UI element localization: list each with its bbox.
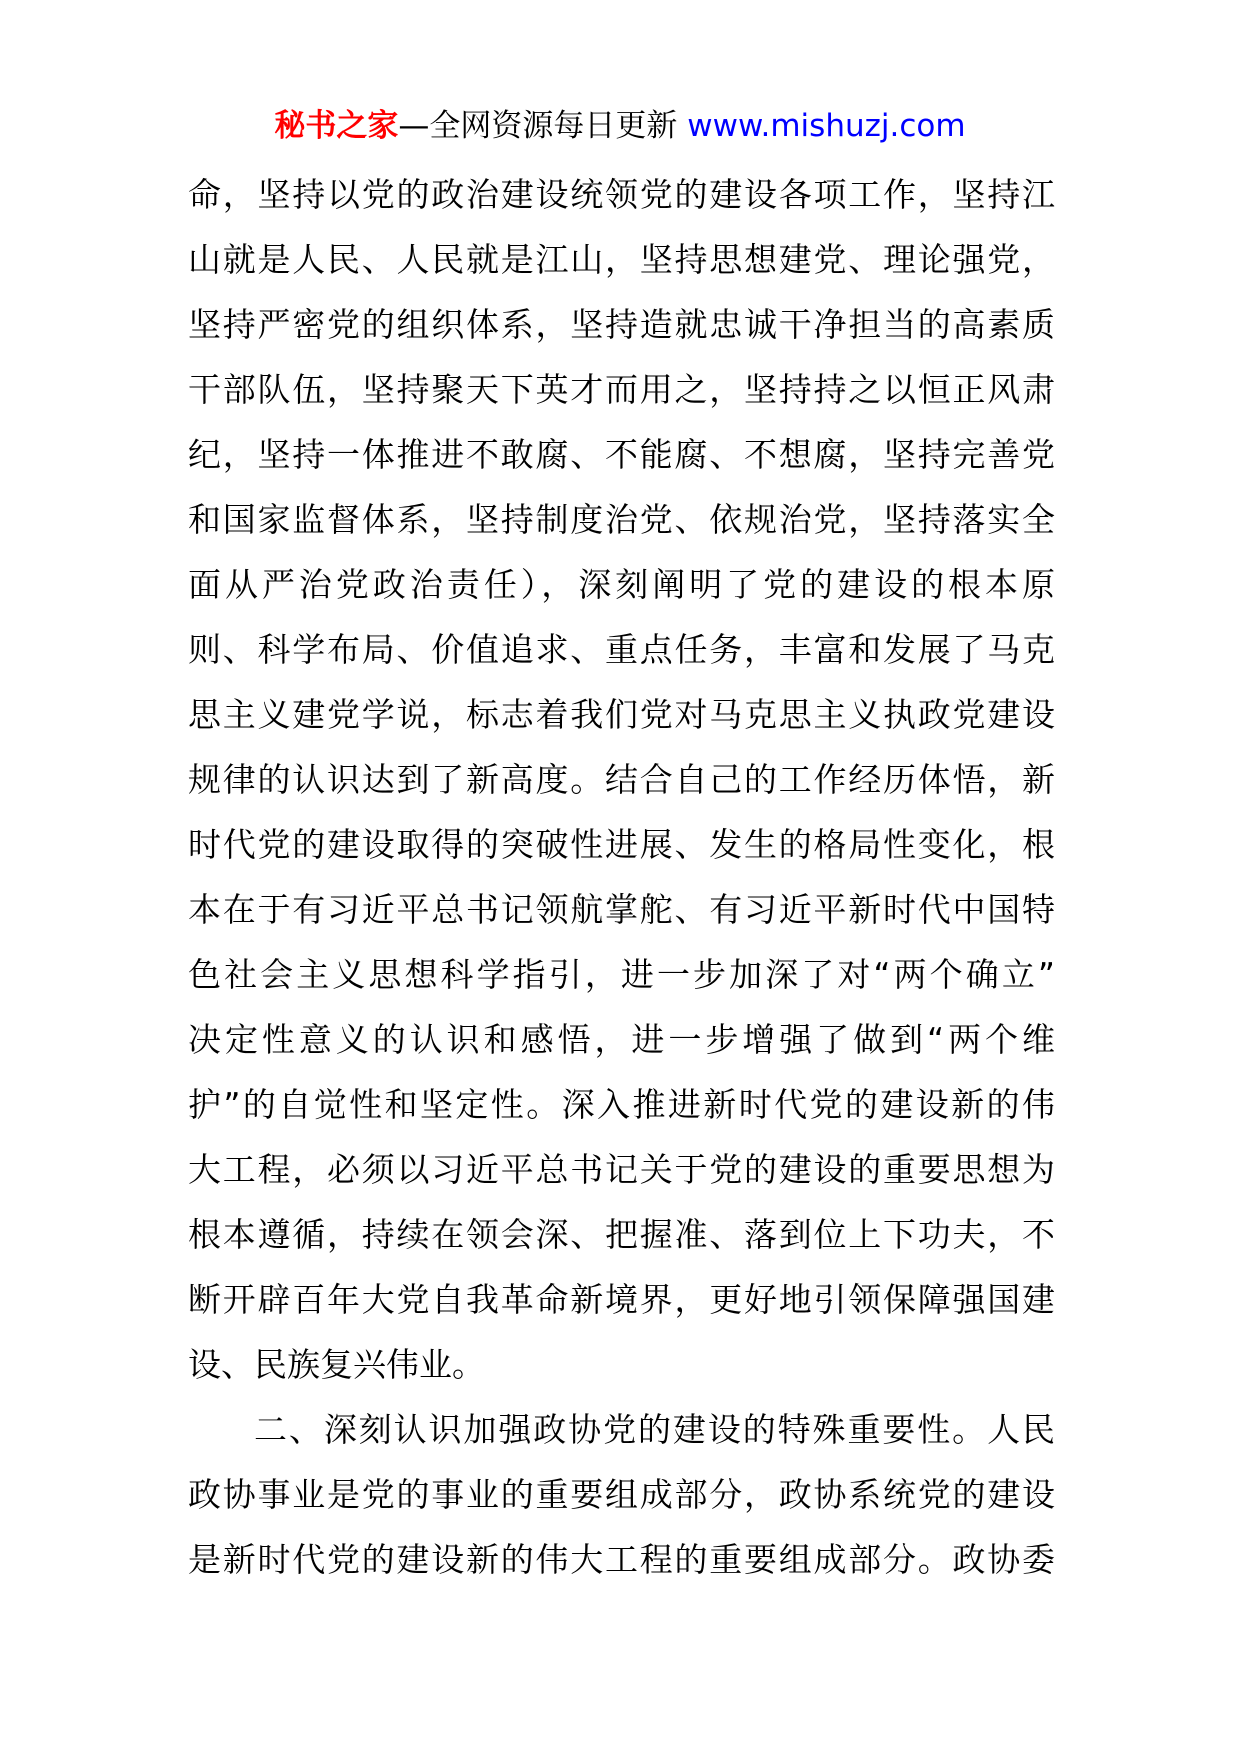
text-line: 断开辟百年大党自我革命新境界，更好地引领保障强国建 [188, 1280, 1055, 1319]
text-line: 命，坚持以党的政治建设统领党的建设各项工作，坚持江 [188, 175, 1055, 214]
text-line: 决定性意义的认识和感悟，进一步增强了做到“两个维 [188, 1020, 1055, 1059]
text-line: 规律的认识达到了新高度。结合自己的工作经历体悟，新 [188, 760, 1055, 799]
text-line: 和国家监督体系，坚持制度治党、依规治党，坚持落实全 [188, 500, 1055, 539]
text-line: 思主义建党学说，标志着我们党对马克思主义执政党建设 [188, 695, 1055, 734]
text-line: 政协事业是党的事业的重要组成部分，政协系统党的建设 [188, 1475, 1055, 1514]
text-line: 色社会主义思想科学指引，进一步加深了对“两个确立” [188, 955, 1055, 994]
text-line: 大工程，必须以习近平总书记关于党的建设的重要思想为 [188, 1150, 1055, 1189]
text-line: 是新时代党的建设新的伟大工程的重要组成部分。政协委 [188, 1540, 1055, 1579]
text-line: 时代党的建设取得的突破性进展、发生的格局性变化，根 [188, 825, 1055, 864]
text-line: 二、深刻认识加强政协党的建设的特殊重要性。人民 [254, 1410, 1055, 1449]
site-url-link[interactable]: www.mishuzj.com [687, 108, 966, 144]
text-line: 干部队伍，坚持聚天下英才而用之，坚持持之以恒正风肃 [188, 370, 1055, 409]
site-header [0, 98, 1240, 154]
text-line: 面从严治党政治责任），深刻阐明了党的建设的根本原 [188, 565, 1055, 604]
text-line: 设、民族复兴伟业。 [188, 1345, 485, 1384]
paragraph-2 [188, 1397, 1055, 1592]
text-line: 则、科学布局、价值追求、重点任务，丰富和发展了马克 [188, 630, 1055, 669]
site-brand: 秘书之家 [274, 108, 399, 144]
paragraph-1 [188, 162, 1055, 1397]
text-line: 本在于有习近平总书记领航掌舵、有习近平新时代中国特 [188, 890, 1055, 929]
document-body [188, 162, 1055, 1592]
text-line: 山就是人民、人民就是江山，坚持思想建党、理论强党， [188, 240, 1055, 279]
text-line: 护”的自觉性和坚定性。深入推进新时代党的建设新的伟 [188, 1085, 1055, 1124]
site-slogan: —全网资源每日更新 [398, 108, 688, 144]
text-line: 坚持严密党的组织体系，坚持造就忠诚干净担当的高素质 [188, 305, 1055, 344]
text-line: 根本遵循，持续在领会深、把握准、落到位上下功夫，不 [188, 1215, 1055, 1254]
text-line: 纪，坚持一体推进不敢腐、不能腐、不想腐，坚持完善党 [188, 435, 1055, 474]
